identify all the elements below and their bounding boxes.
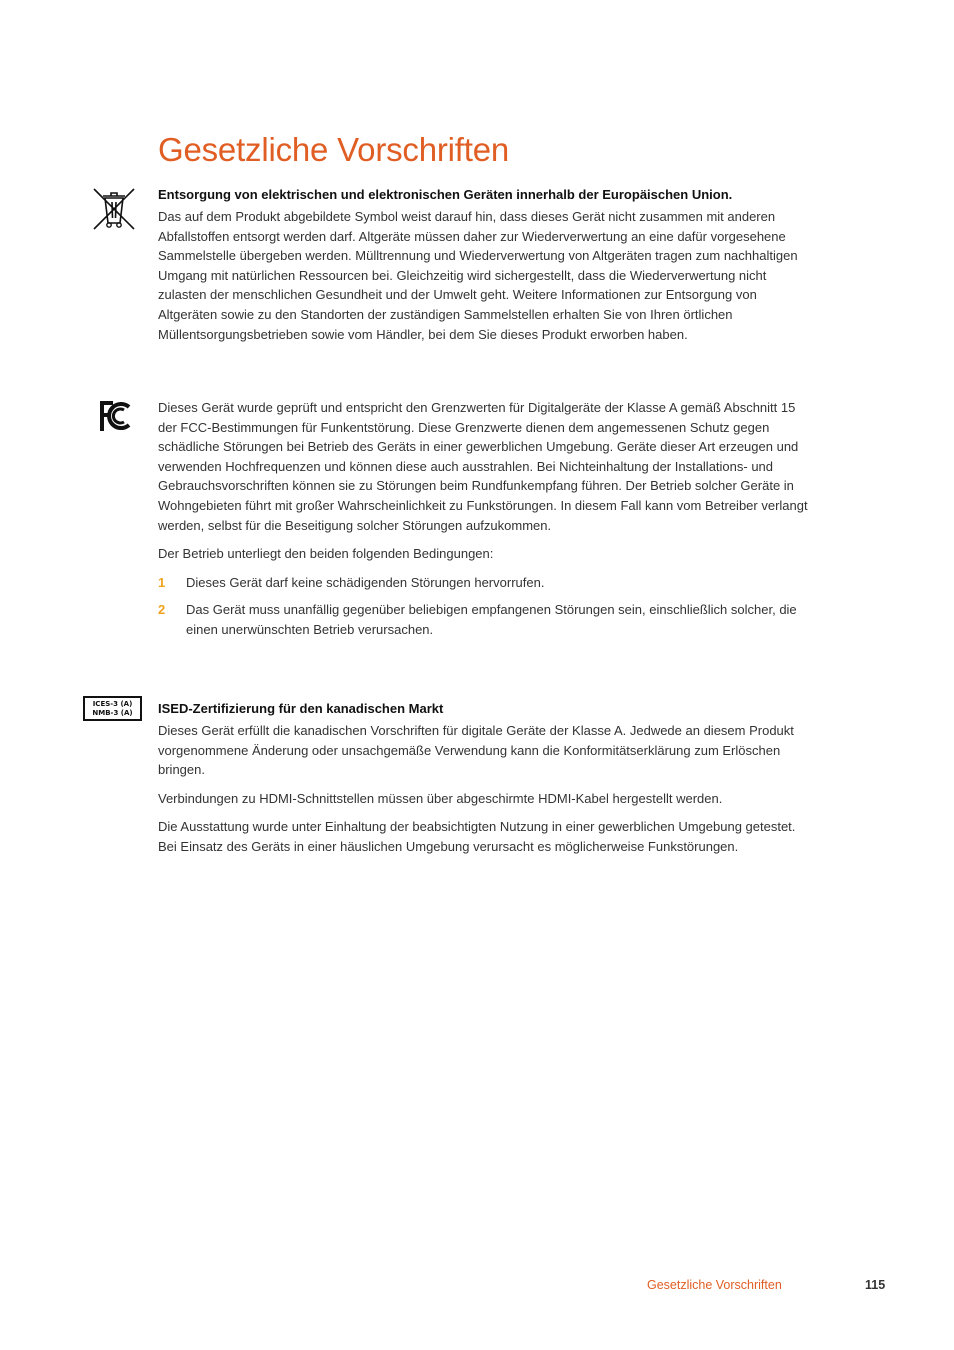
list-item-number: 2: [158, 602, 166, 618]
ised-heading: ISED-Zertifizierung für den kanadischen Markt: [158, 701, 444, 716]
weee-section: [158, 186, 808, 353]
ices-label-line2: NMB-3 (A): [92, 709, 133, 717]
list-item-number: 1: [158, 574, 166, 590]
fcc-conditions-intro: Der Betrieb unterliegt den beiden folgenden Bedingungen:: [158, 546, 494, 562]
list-item: [158, 600, 808, 639]
footer-section-label: Gesetzliche Vorschriften: [647, 1278, 782, 1292]
list-item-text: Dieses Gerät darf keine schädigenden Störungen hervorrufen.: [186, 574, 545, 590]
list-item: [158, 573, 808, 593]
ices-label-line1: ICES-3 (A): [92, 700, 133, 708]
weee-heading: Entsorgung von elektrischen und elektronischen Geräten innerhalb der Europäischen Union.: [158, 187, 733, 202]
ised-section: [158, 700, 808, 866]
weee-body: Das auf dem Produkt abgebildete Symbol weist darauf hin, dass dieses Gerät nicht zusammen mit anderen Abfallstoffen entsorgt werden darf. Altgeräte müssen daher zur Wiederverwertung an eine dafür vorgesehene Sammelstelle übergeben werden. Mülltrennung und Wiederverwertung von Altgeräten tragen zum nachhaltigen Umgang mit natürlichen Ressourcen bei. Gleichzeitig wird sichergestellt, dass die Wiederverwertung nicht zulasten der menschlichen Gesundheit und der Umwelt geht. Weitere Informationen zur Entsorgung von Altgeräten sowie zu den Standorten der zuständigen Sammelstellen erhalten Sie von Ihren örtlichen Müllentsorgungsbetrieben sowie vom Händler, bei dem Sie dieses Produkt erworben haben.: [158, 209, 798, 342]
fcc-conditions-list: [158, 573, 808, 640]
list-item-text: Das Gerät muss unanfällig gegenüber beliebigen empfangenen Störungen sein, einschließlich solcher, die einen unerwünschten Betrieb verursachen.: [186, 602, 797, 637]
ised-paragraph-1: Dieses Gerät erfüllt die kanadischen Vorschriften für digitale Geräte der Klasse A. Jedwede an diesem Produkt vorgenommene Änderung oder unsachgemäße Verwendung kann die Konformitätserklärung zum Erlöschen bringen.: [158, 723, 794, 778]
ised-paragraph-2: Verbindungen zu HDMI-Schnittstellen müssen über abgeschirmte HDMI-Kabel hergestellt werden.: [158, 790, 723, 806]
crossed-out-wheelie-bin-icon: [92, 187, 136, 231]
page-title: Gesetzliche Vorschriften: [158, 131, 510, 168]
ised-paragraph-3: Die Ausstattung wurde unter Einhaltung der beabsichtigten Nutzung in einer gewerblichen Umgebung getestet. Bei Einsatz des Geräts in einer häuslichen Umgebung verursacht es möglicherweise Funkstörungen.: [158, 819, 796, 854]
ices-nmb-label-icon: [83, 696, 142, 721]
fcc-body: Dieses Gerät wurde geprüft und entspricht den Grenzwerten für Digitalgeräte der Klasse A gemäß Abschnitt 15 der FCC-Bestimmungen für Funkentstörung. Diese Grenzwerte dienen dem angemessenen Schutz gegen schädliche Störungen bei Betrieb des Geräts in einer gewerblichen Umgebung. Geräte dieser Art erzeugen und verwenden Hochfrequenzen und können diese auch ausstrahlen. Bei Nichteinhaltung der Installations- und Gebrauchsvorschriften können sie zu Störungen beim Rundfunkempfang führen. Der Betrieb solcher Geräte in Wohngebieten führt mit großer Wahrscheinlichkeit zu Funkstörungen. In diesem Fall kann vom Betreiber verlangt werden, selbst für die Beseitigung solcher Störungen aufzukommen.: [158, 400, 808, 533]
fcc-logo-icon: [93, 398, 133, 434]
footer-page-number: 115: [865, 1278, 886, 1292]
fcc-section: [158, 398, 808, 648]
